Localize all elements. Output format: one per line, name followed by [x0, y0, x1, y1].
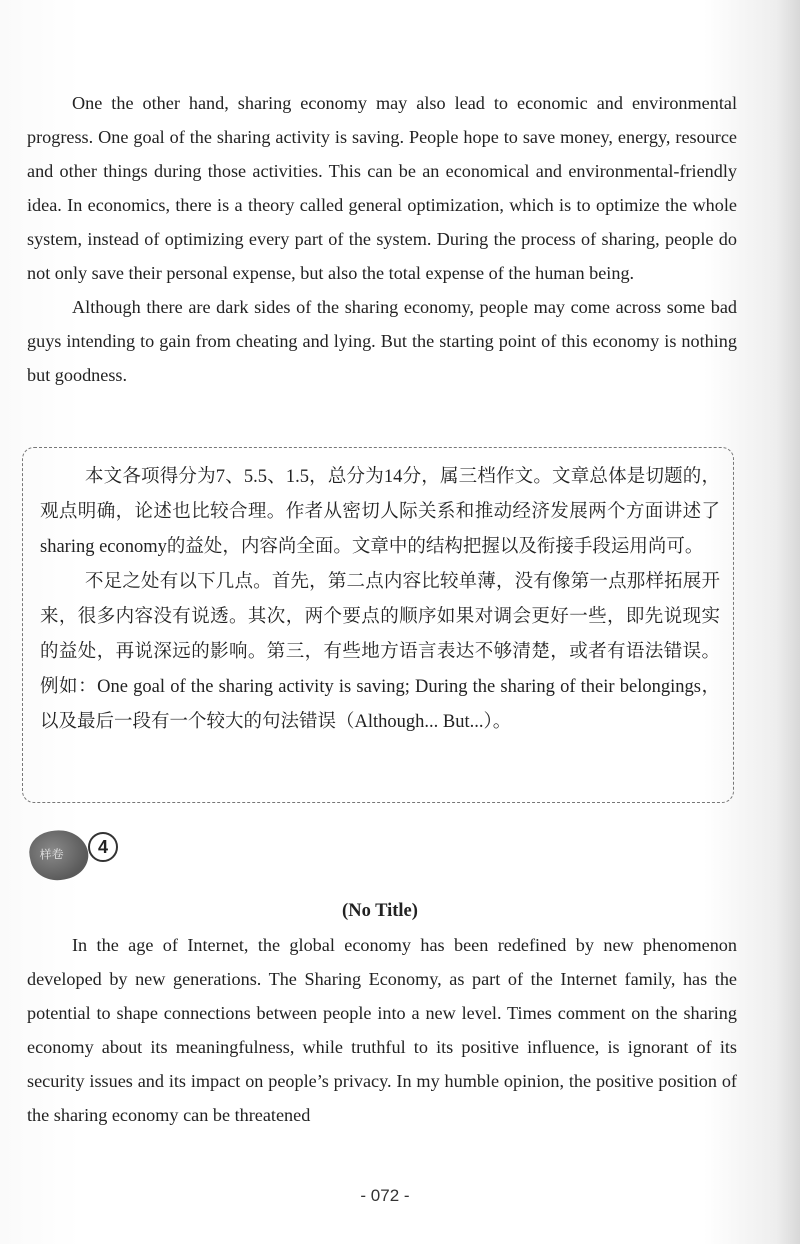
sample-badge	[30, 826, 130, 886]
essay-top	[27, 86, 737, 392]
comment-text	[40, 460, 720, 740]
comment-paragraph: 不足之处有以下几点。首先，第二点内容比较单薄，没有像第一点那样拓展开来，很多内容没有说透。其次，两个要点的顺序如果对调会更好一些，即先说现实的益处，再说深远的影响。第三，有些地方语言表达不够清楚，或者有语法错误。例如：One goal of the sharing activity is saving; During the sharing of their belongings，以及最后一段有一个较大的句法错误（Although... But...）。	[40, 572, 720, 732]
essay-bottom	[27, 928, 737, 1132]
leaf-icon	[25, 825, 92, 886]
badge-leaf-label: 样卷	[39, 847, 64, 862]
page-number: - 072 -	[360, 1186, 410, 1205]
sample-number-badge: 4	[88, 832, 118, 862]
essay-paragraph: In the age of Internet, the global economy has been redefined by new phenomenon developed by new generations. The Sharing Economy, as part of the Internet family, has the potential to shape connections between people into a new level. Times comment on the sharing economy about its meaningfulness, while truthful to its positive influence, is ignorant of its security issues and its impact on people’s privacy. In my humble opinion, the positive position of the sharing economy can be threatened	[27, 935, 737, 1125]
section-title: (No Title)	[342, 901, 418, 921]
essay-paragraph: Although there are dark sides of the sharing economy, people may come across some bad guys intending to gain from cheating and lying. But the starting point of this economy is nothing but goodness.	[27, 297, 737, 385]
comment-paragraph: 本文各项得分为7、5.5、1.5，总分为14分，属三档作文。文章总体是切题的，观点明确，论述也比较合理。作者从密切人际关系和推动经济发展两个方面讲述了sharing economy的益处，内容尚全面。文章中的结构把握以及衔接手段运用尚可。	[40, 467, 720, 557]
essay-paragraph: One the other hand, sharing economy may also lead to economic and environmental progress. One goal of the sharing activity is saving. People hope to save money, energy, resource and other things during those activities. This can be an economical and environmental-friendly idea. In economics, there is a theory called general optimization, which is to optimize the whole system, instead of optimizing every part of the system. During the process of sharing, people do not only save their personal expense, but also the total expense of the human being.	[27, 93, 737, 283]
